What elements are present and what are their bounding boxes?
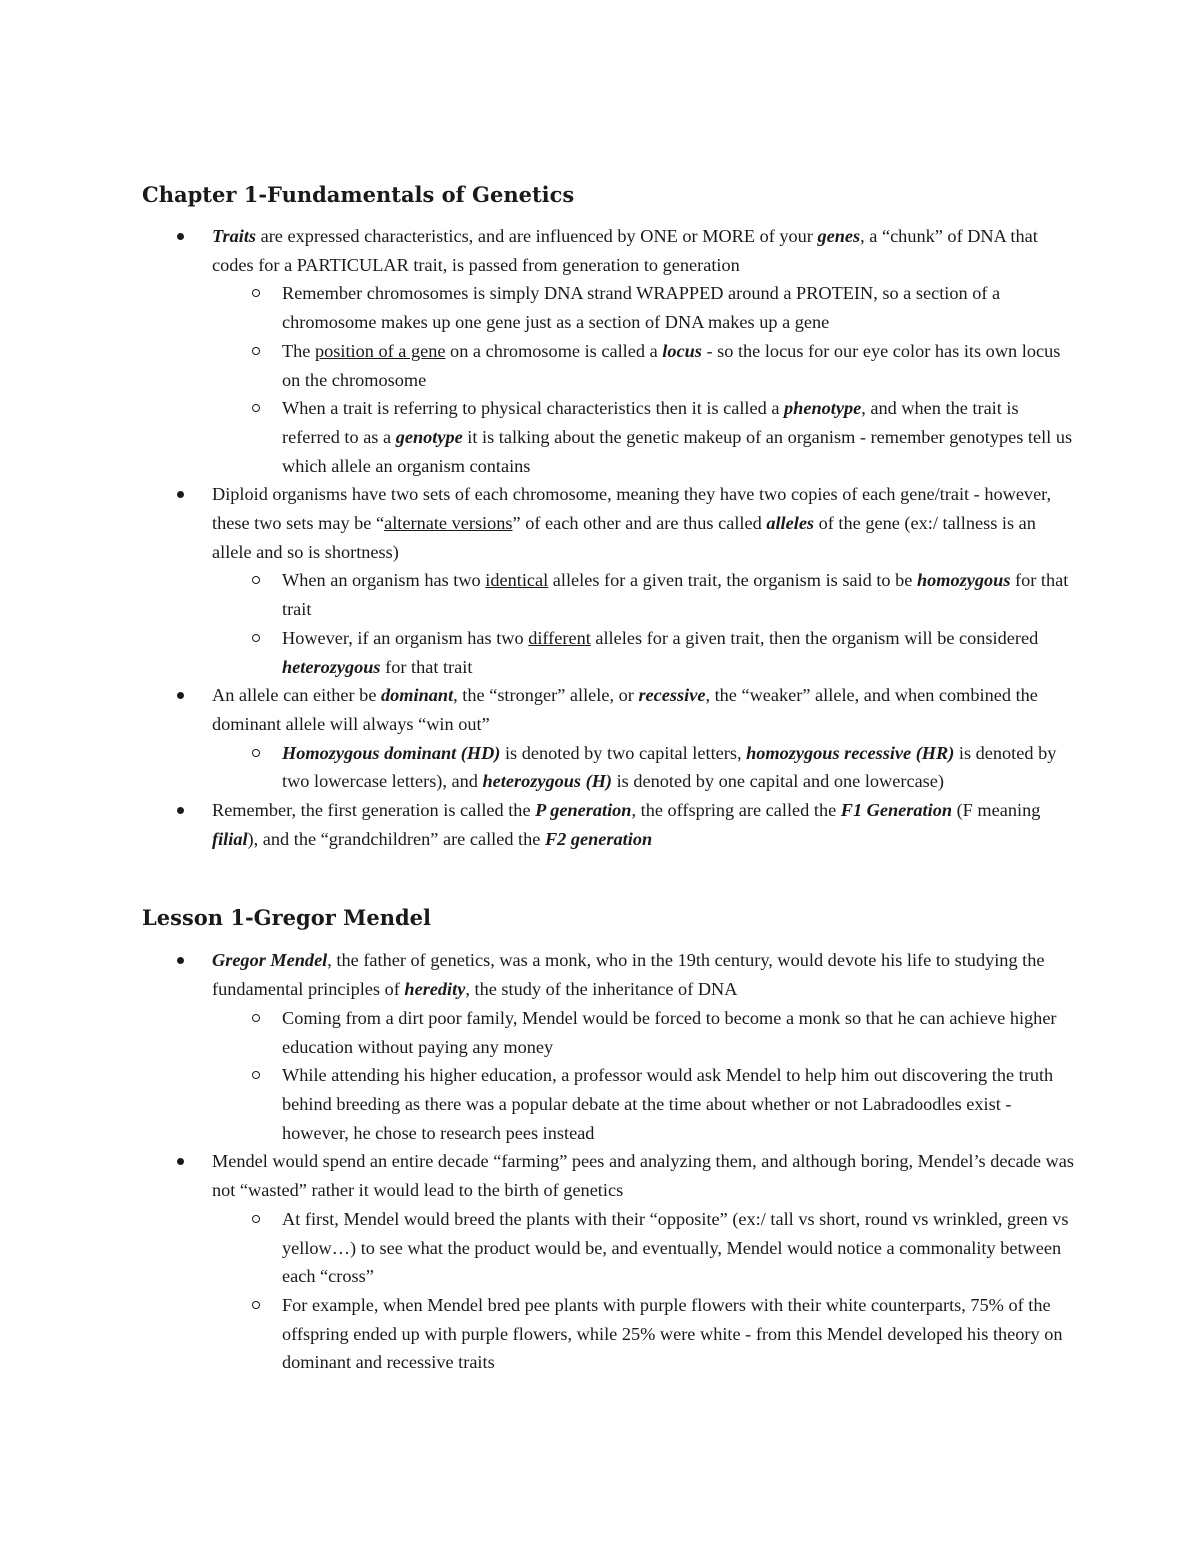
text: on a chromosome is called a [445,340,663,361]
term-phenotype: phenotype [784,398,862,419]
sub-list-item [212,624,1080,681]
text: Diploid organisms have two sets of each chromosome, meaning they have two copies of each gene/trait - however, these two sets may be “ [212,484,1052,534]
text: An allele can either be [212,685,382,706]
list-item [142,222,1080,480]
sub-list [282,1004,1080,1148]
term-gregor-mendel: Gregor Mendel [212,950,328,971]
term-genotype: genotype [395,426,463,447]
term-dominant: dominant [381,685,454,706]
text: When an organism has two [282,570,486,591]
text: of the gene (ex:/ tallness is an allele and so is shortness) [212,513,1036,562]
sub-list-item [212,394,1080,480]
sub-list [282,279,1080,480]
term-heredity: heredity [404,979,466,1000]
term-filial: filial [212,828,248,849]
sub-list [282,739,1080,796]
term-recessive: recessive [638,685,706,706]
term-homozygous-recessive: homozygous recessive (HR) [746,742,955,763]
sub-list-item [212,1205,1080,1291]
text: , the “stronger” allele, or [453,685,639,706]
text: , the father of genetics, was a monk, who in the 19th century, would devote his life to studying the fundamental principles of [212,950,1045,1000]
list-item [142,796,1080,853]
underlined-text: position of a gene [315,340,446,361]
list-item [142,1147,1080,1377]
text: is denoted by two capital letters, [500,742,747,763]
text: , the study of the inheritance of DNA [465,979,738,1000]
underlined-text: alternate versions [384,513,513,534]
term-f1-generation: F1 Generation [840,800,953,821]
text: alleles for a given trait, the organism is said to be [548,570,917,591]
text: , the offspring are called the [631,800,841,821]
term-homozygous: homozygous [916,570,1011,591]
term-homozygous-dominant: Homozygous dominant (HD) [282,742,501,763]
text: ), and the “grandchildren” are called the [247,828,545,849]
text: When a trait is referring to physical characteristics then it is called a [282,398,785,419]
chapter-heading: Chapter 1-Fundamentals of Genetics [142,182,575,207]
text: (F meaning [952,800,1041,821]
text: for that trait [282,570,1069,620]
text: Mendel would spend an entire decade “farming” pees and analyzing them, and although boring, Mendel’s decade was not “wasted” rather it would lead to the birth of genetics [212,1151,1074,1201]
text: is denoted by one capital and one lowercase) [612,771,944,792]
text: Remember chromosomes is simply DNA strand WRAPPED around a PROTEIN, so a section of a chromosome makes up one gene just as a section of DNA makes up a gene [282,283,1001,333]
sub-list [282,566,1080,681]
underlined-text: identical [485,570,549,591]
sub-list [282,1205,1080,1377]
term-f2-generation: F2 generation [544,828,653,849]
text: for that trait [380,656,473,677]
term-heterozygous-h: heterozygous (H) [482,771,613,792]
term-alleles: alleles [766,513,815,534]
term-traits: Traits [212,226,257,246]
sub-list-item [212,337,1080,394]
list-item [142,480,1080,681]
term-locus: locus [662,340,702,361]
text: is denoted by two lowercase letters), and [282,742,1057,792]
list-item [142,681,1080,796]
text: alleles for a given trait, then the organism will be considered [590,627,1039,648]
sub-list-item [212,1004,1080,1061]
lesson-heading: Lesson 1-Gregor Mendel [142,905,432,931]
text: The [282,340,315,361]
list-item [142,946,1080,1147]
term-heterozygous: heterozygous [282,656,381,677]
underlined-text: different [528,627,591,648]
text: , and when the trait is referred to as a [282,398,1019,447]
text: For example, when Mendel bred pee plants with purple flowers with their white counterparts, 75% of the offspring ended up with purple flowers, while 25% were white - from this Mendel developed his theory on dominant and recessive traits [282,1294,1063,1373]
text: , the “weaker” allele, and when combined the dominant allele will always “win out” [212,685,1038,734]
text: However, if an organism has two [282,627,529,648]
lesson-bullet-list [142,946,1080,1377]
text: Remember, the first generation is called the [212,800,536,821]
term-p-generation: P generation [535,800,632,821]
chapter-bullet-list [142,222,1080,853]
sub-list-item [212,566,1080,623]
text: it is talking about the genetic makeup of an organism - remember genotypes tell us which allele an organism contains [282,426,1073,476]
text: are expressed characteristics, and are influenced by ONE or MORE of your [256,226,818,246]
text: - so the locus for our eye color has its own locus on the chromosome [282,340,1061,390]
sub-list-item [212,1291,1080,1377]
text: ” of each other and are thus called [512,513,767,534]
term-genes: genes [817,226,861,246]
text: , a “chunk” of DNA that codes for a PARTICULAR trait, is passed from generation to generation [212,226,1038,275]
sub-list-item [212,739,1080,796]
text: Coming from a dirt poor family, Mendel would be forced to become a monk so that he can achieve higher education without paying any money [282,1007,1057,1057]
sub-list-item [212,1061,1080,1147]
text: While attending his higher education, a professor would ask Mendel to help him out discovering the truth behind breeding as there was a popular debate at the time about whether or not Labradoodles exist - however, he chose to research pees instead [282,1065,1054,1143]
sub-list-item [212,279,1080,336]
text: At first, Mendel would breed the plants with their “opposite” (ex:/ tall vs short, round vs wrinkled, green vs yellow…) to see what the product would be, and eventually, Mendel would notice a commonality between each “cross” [282,1208,1069,1287]
